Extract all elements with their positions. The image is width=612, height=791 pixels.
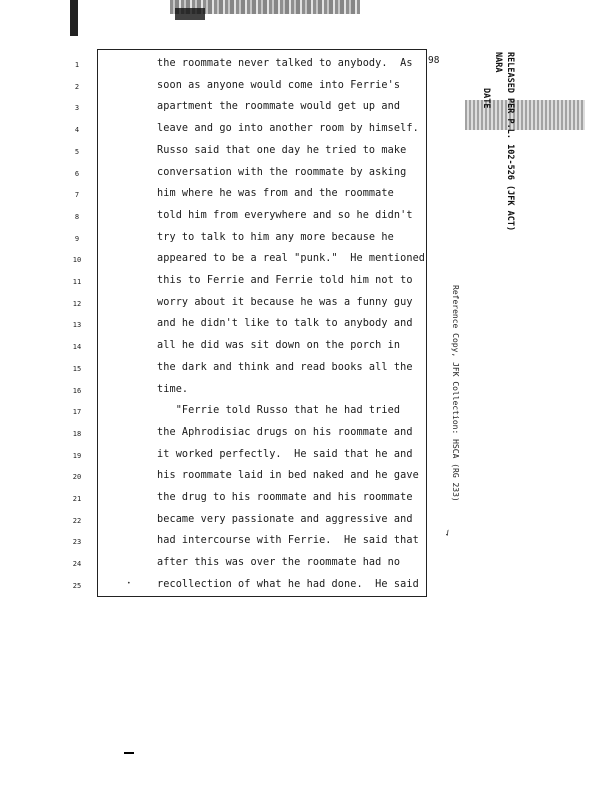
line-number: 21 — [72, 495, 82, 503]
transcript-line: leave and go into another room by himself. — [157, 123, 419, 135]
transcript-line: the roommate never talked to anybody. As — [157, 58, 413, 69]
line-number: 5 — [74, 147, 80, 156]
line-number: 14 — [72, 343, 82, 352]
transcript-line: apartment the roommate would get up and — [157, 101, 401, 113]
margin-mark: • — [127, 580, 131, 587]
transcript-line: after this was over the roommate had no — [157, 557, 401, 569]
line-number: 8 — [74, 212, 80, 221]
line-number: 25 — [72, 581, 82, 590]
line-number: 13 — [72, 321, 82, 330]
scan-artifact-top-block — [175, 8, 205, 20]
line-number: 23 — [72, 538, 82, 547]
transcript-line: the Aphrodisiac drugs on his roommate and — [157, 426, 413, 438]
transcript-line: became very passionate and aggressive and — [157, 513, 413, 525]
scan-artifact-left — [70, 0, 78, 36]
transcript-line: Russo said that one day he tried to make — [157, 144, 407, 156]
line-number: 7 — [74, 191, 80, 200]
line-number: 18 — [72, 429, 82, 438]
line-number: 16 — [72, 386, 82, 395]
line-number: 3 — [74, 104, 80, 113]
transcript-line: try to talk to him any more because he — [157, 231, 394, 243]
reference-copy-note: Reference Copy, JFK Collection: HSCA (RG 233) — [451, 285, 460, 502]
release-stamp-nara: NARA — [493, 52, 503, 73]
line-number: 12 — [72, 299, 82, 308]
line-number: 19 — [72, 451, 82, 460]
release-stamp-line1: RELEASED PER P.L. 102-526 (JFK ACT) — [505, 52, 515, 232]
transcript-line: all he did was sit down on the porch in — [157, 340, 401, 352]
release-stamp-date: DATE — [481, 88, 491, 109]
transcript-line: the dark and think and read books all the — [157, 361, 413, 373]
transcript-line: and he didn't like to talk to anybody and — [157, 318, 413, 330]
line-number: 4 — [74, 126, 80, 135]
transcript-line: him where he was from and the roommate — [157, 188, 394, 200]
page-number: 98 — [428, 55, 440, 66]
transcript-line: this to Ferrie and Ferrie told him not to — [157, 275, 413, 286]
line-number: 22 — [72, 516, 82, 525]
line-number: 20 — [72, 473, 82, 482]
transcript-line: soon as anyone would come into Ferrie's — [157, 79, 401, 91]
transcript-line: worry about it because he was a funny guy — [157, 296, 413, 308]
line-number: 17 — [72, 408, 82, 417]
line-number: 2 — [74, 82, 80, 91]
transcript-line: it worked perfectly. He said that he and — [157, 448, 413, 460]
line-number: 15 — [72, 364, 82, 373]
line-number: 10 — [72, 256, 82, 265]
line-number: 24 — [72, 560, 82, 569]
scan-artifact-bottom — [124, 752, 134, 754]
transcript-line: "Ferrie told Russo that he had tried — [157, 405, 401, 417]
handwritten-initials: ✓ — [442, 527, 454, 540]
line-number: 11 — [72, 278, 82, 286]
transcript-line: the drug to his roommate and his roommate — [157, 492, 413, 503]
line-number: 9 — [74, 234, 80, 243]
transcript-line: his roommate laid in bed naked and he gave — [157, 470, 419, 482]
line-number: 1 — [74, 61, 80, 69]
transcript-line: had intercourse with Ferrie. He said that — [157, 535, 419, 547]
transcript-line: time. — [157, 383, 189, 395]
transcript-line: recollection of what he had done. He said — [157, 578, 419, 590]
transcript-line: told him from everywhere and so he didn't — [157, 209, 413, 221]
line-number: 6 — [74, 169, 80, 178]
transcript-line: appeared to be a real "punk." He mentioned — [157, 253, 426, 265]
transcript-line: conversation with the roommate by asking — [157, 166, 407, 178]
